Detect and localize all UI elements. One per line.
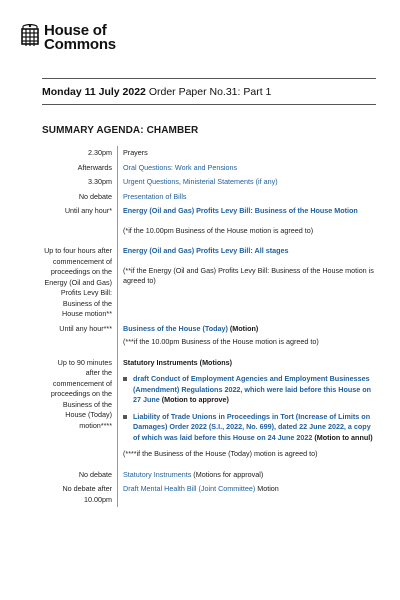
profits-levy-all-stages-link[interactable]: Energy (Oil and Gas) Profits Levy Bill: All stages — [123, 246, 289, 255]
business-of-the-house-link[interactable]: Business of the House (Today) — [123, 323, 228, 333]
agenda-item-prayers: Prayers — [123, 148, 148, 157]
paper-number: Order Paper No.31: Part 1 — [148, 86, 272, 98]
agenda-row — [42, 175, 376, 190]
bullet-icon — [123, 415, 127, 419]
agenda-time: Until any hour*** — [42, 322, 118, 356]
agenda-time: 3.30pm — [42, 175, 118, 190]
agenda-row — [42, 146, 376, 161]
top-rule — [42, 78, 376, 79]
portcullis-icon — [20, 24, 40, 48]
agenda-row — [42, 244, 376, 322]
agenda-time: 2.30pm — [42, 146, 118, 161]
motion-to-approve-label: (Motion to approve) — [159, 395, 229, 404]
house-of-commons-logo — [20, 24, 116, 52]
agenda-time: No debate — [42, 190, 118, 205]
agenda-row — [42, 356, 376, 468]
agenda-footnote: (**if the Energy (Oil and Gas) Profits Levy Bill: Business of the House motion is agreed to) — [123, 265, 374, 285]
agenda-time: Until any hour* — [42, 204, 118, 244]
mental-health-bill-link[interactable]: Draft Mental Health Bill (Joint Committee) — [123, 484, 256, 493]
logo-line-1: House of — [44, 22, 107, 39]
agenda-row — [42, 322, 376, 356]
presentation-of-bills-link[interactable]: Presentation of Bills — [123, 191, 187, 201]
profits-levy-business-motion-link[interactable]: Energy (Oil and Gas) Profits Levy Bill: Business of the House Motion — [123, 206, 358, 215]
agenda-footnote: (****if the Business of the House (Today) motion is agreed to) — [123, 449, 318, 458]
logo-line-2: Commons — [44, 36, 116, 53]
agenda-row — [42, 468, 376, 483]
agenda-time: No debate after 10.00pm — [42, 482, 118, 507]
agenda-row — [42, 161, 376, 176]
agenda-time: No debate — [42, 468, 118, 483]
trade-unions-order-link[interactable]: Liability of Trade Unions in Proceedings in Tort (Increase of Limits on Damages) Order 2022 (S.I., 2022, No. 699), dated 22 June 2022, a copy of which was laid before this House on 24 June 2022 — [133, 411, 371, 442]
agenda-time: Afterwards — [42, 161, 118, 176]
bullet-icon — [123, 377, 127, 381]
agenda-footnote: (***if the 10.00pm Business of the House motion is agreed to) — [123, 337, 319, 346]
agenda-row — [42, 482, 376, 507]
motion-label: (Motion) — [227, 323, 259, 333]
agenda-footnote: (*if the 10.00pm Business of the House motion is agreed to) — [123, 225, 314, 235]
oral-questions-link[interactable]: Oral Questions: Work and Pensions — [123, 162, 238, 172]
employment-agencies-regulations-link[interactable]: draft Conduct of Employment Agencies and Employment Businesses (Amendment) Regulations 2022, which were laid before this House on 27 June — [133, 374, 372, 404]
statutory-instruments-heading: Statutory Instruments (Motions) — [123, 357, 233, 367]
list-item — [123, 374, 376, 406]
paper-date: Monday 11 July 2022 — [42, 86, 146, 98]
agenda-time: Up to 90 minutes after the commencement of proceedings on the Business of the House (Today) motion**** — [42, 356, 118, 468]
agenda-table — [42, 146, 376, 507]
motion-to-annul-label: (Motion to annul) — [312, 432, 373, 442]
agenda-row — [42, 204, 376, 244]
statutory-instruments-link[interactable]: Statutory Instruments — [123, 469, 192, 479]
summary-agenda-heading: SUMMARY AGENDA: CHAMBER — [42, 125, 199, 136]
list-item — [123, 412, 376, 444]
bottom-rule — [42, 104, 376, 105]
motions-for-approval-label: (Motions for approval) — [191, 469, 264, 479]
agenda-row — [42, 190, 376, 205]
motion-label: Motion — [255, 484, 279, 493]
urgent-questions-link[interactable]: Urgent Questions, Ministerial Statements (if any) — [123, 177, 278, 186]
order-paper-title — [42, 86, 271, 98]
agenda-time: Up to four hours after commencement of proceedings on the Energy (Oil and Gas) Profits Levy Bill: Business of the House motion** — [42, 244, 118, 322]
